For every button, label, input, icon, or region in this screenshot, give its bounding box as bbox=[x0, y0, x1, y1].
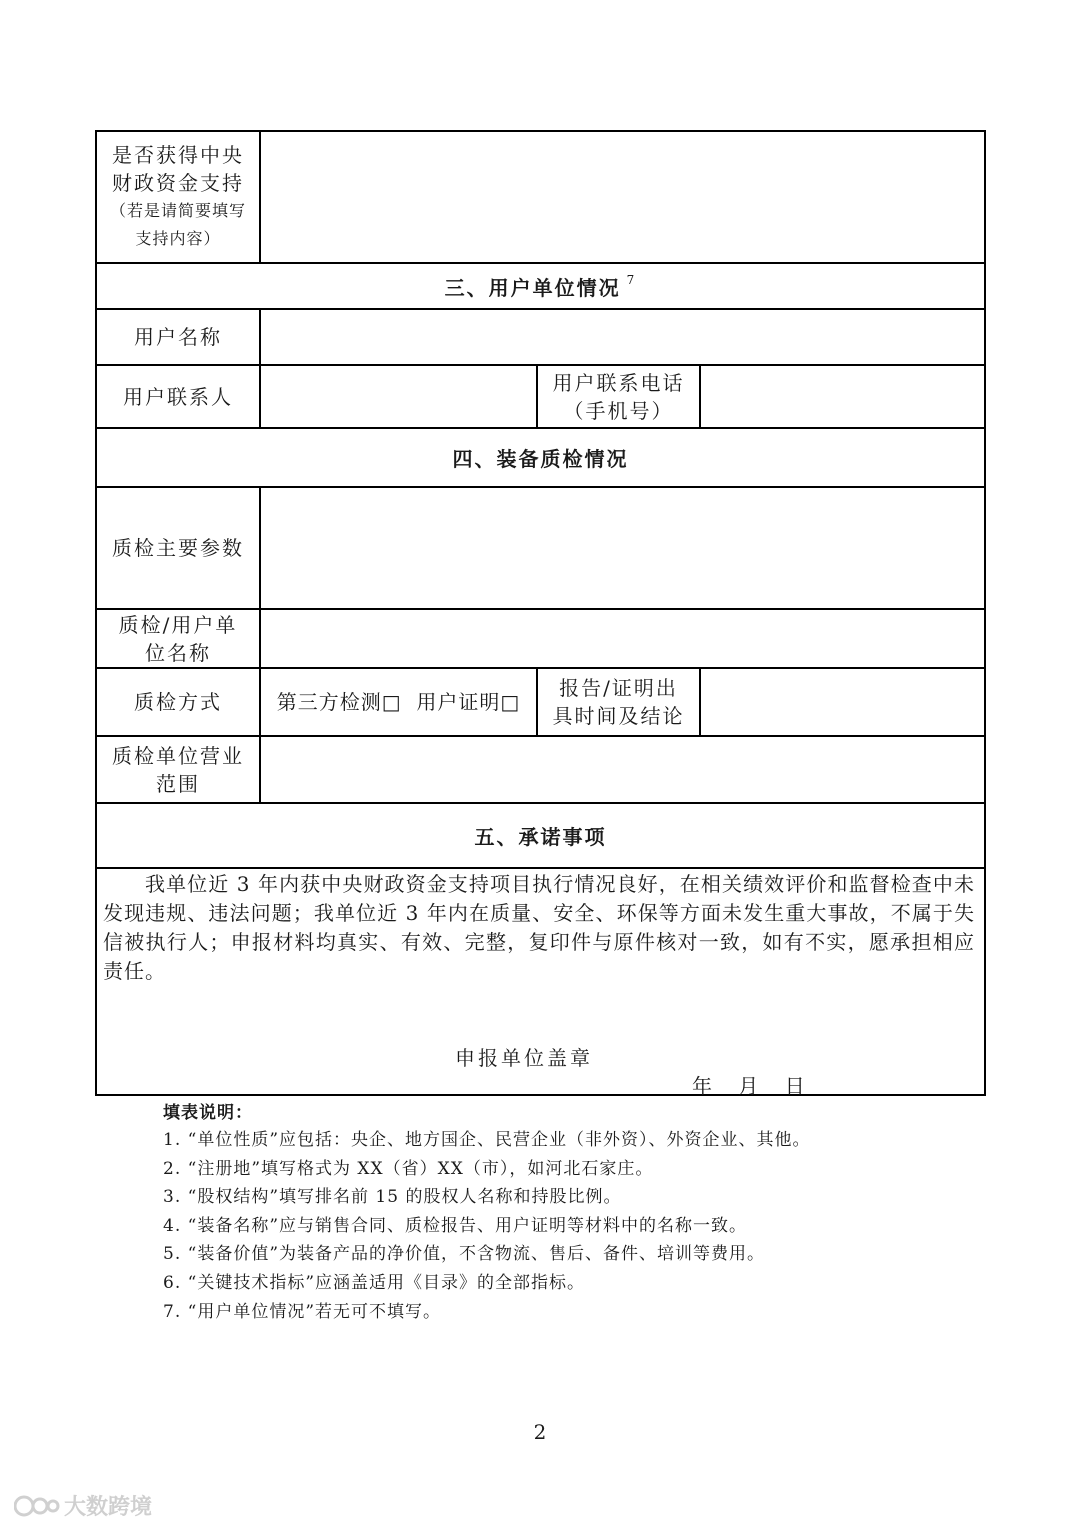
qc-report-input[interactable] bbox=[701, 669, 984, 735]
funding-label-cell bbox=[97, 132, 259, 262]
qc-method-options[interactable]: 第三方检测□ 用户证明□ bbox=[276, 690, 521, 714]
signature-date: 年 月 日 bbox=[692, 1074, 805, 1098]
instructions-title: 填表说明： bbox=[163, 1103, 253, 1123]
instruction-item: 6. “关键技术指标”应涵盖适用《目录》的全部指标。 bbox=[163, 1272, 586, 1293]
qc-unit-input[interactable] bbox=[261, 610, 984, 667]
qc-method-label: 质检方式 bbox=[134, 690, 222, 714]
applicant-seal-label: 申报单位盖章 bbox=[455, 1046, 593, 1070]
qc-params-input[interactable] bbox=[261, 488, 984, 608]
watermark bbox=[14, 1490, 152, 1521]
section-commitment-heading bbox=[97, 804, 984, 867]
instruction-item: 1. “单位性质”应包括：央企、地方国企、民营企业（非外资）、外资企业、其他。 bbox=[163, 1130, 811, 1150]
watermark-text: 大数跨境 bbox=[64, 1495, 153, 1520]
user-name-label: 用户名称 bbox=[134, 325, 222, 349]
declaration-form-table bbox=[95, 130, 986, 1096]
user-phone-input[interactable] bbox=[701, 366, 984, 427]
funding-label: 是否获得中央财政资金支持 bbox=[112, 143, 244, 195]
qc-scope-label: 质检单位营业范围 bbox=[112, 743, 244, 796]
instruction-item: 3. “股权结构”填写排名前 15 的股权人名称和持股比例。 bbox=[163, 1187, 622, 1208]
qc-params-label: 质检主要参数 bbox=[112, 536, 244, 560]
form-instructions bbox=[163, 1100, 983, 1326]
qc-unit-label: 质检/用户单位名称 bbox=[118, 612, 238, 665]
user-contact-label: 用户联系人 bbox=[123, 384, 233, 409]
user-name-input[interactable] bbox=[261, 310, 984, 364]
table-border-right bbox=[984, 130, 986, 1096]
section-user-unit-heading bbox=[97, 264, 984, 308]
watermark-logo-icon bbox=[14, 1494, 60, 1518]
instruction-item: 7. “用户单位情况”若无可不填写。 bbox=[163, 1301, 442, 1322]
commitment-text: 我单位近 3 年内获中央财政资金支持项目执行情况良好，在相关绩效评价和监督检查中未发现违规、违法问题；我单位近 3 年内在质量、安全、环保等方面未发生重大事故，不属于失信被执行人；申报材料均真实、有效、完整，复印件与原件核对一致，如有不实，愿承担相应责任。 bbox=[103, 872, 975, 983]
section-commitment-title: 五、承诺事项 bbox=[474, 825, 607, 849]
section-qc-heading bbox=[97, 429, 984, 486]
qc-scope-input[interactable] bbox=[261, 737, 984, 802]
funding-note: （若是请简要填写支持内容） bbox=[109, 201, 246, 248]
user-contact-input[interactable] bbox=[261, 366, 536, 427]
page-number: 2 bbox=[533, 1420, 547, 1444]
section-user-unit-title: 三、用户单位情况 bbox=[444, 275, 621, 300]
qc-report-label: 报告/证明出具时间及结论 bbox=[552, 676, 685, 728]
footnote-ref: 7 bbox=[626, 273, 637, 287]
section-qc-title: 四、装备质检情况 bbox=[452, 447, 629, 471]
instruction-item: 4. “装备名称”应与销售合同、质检报告、用户证明等材料中的名称一致。 bbox=[163, 1215, 748, 1236]
user-phone-label: 用户联系电话（手机号） bbox=[552, 370, 685, 423]
funding-input[interactable] bbox=[261, 132, 984, 262]
instruction-item: 5. “装备价值”为装备产品的净价值，不含物流、售后、备件、培训等费用。 bbox=[163, 1244, 766, 1265]
table-border-bottom bbox=[95, 1094, 986, 1096]
instruction-item: 2. “注册地”填写格式为 XX（省）XX（市），如河北石家庄。 bbox=[163, 1158, 654, 1179]
row-divider bbox=[95, 867, 986, 869]
